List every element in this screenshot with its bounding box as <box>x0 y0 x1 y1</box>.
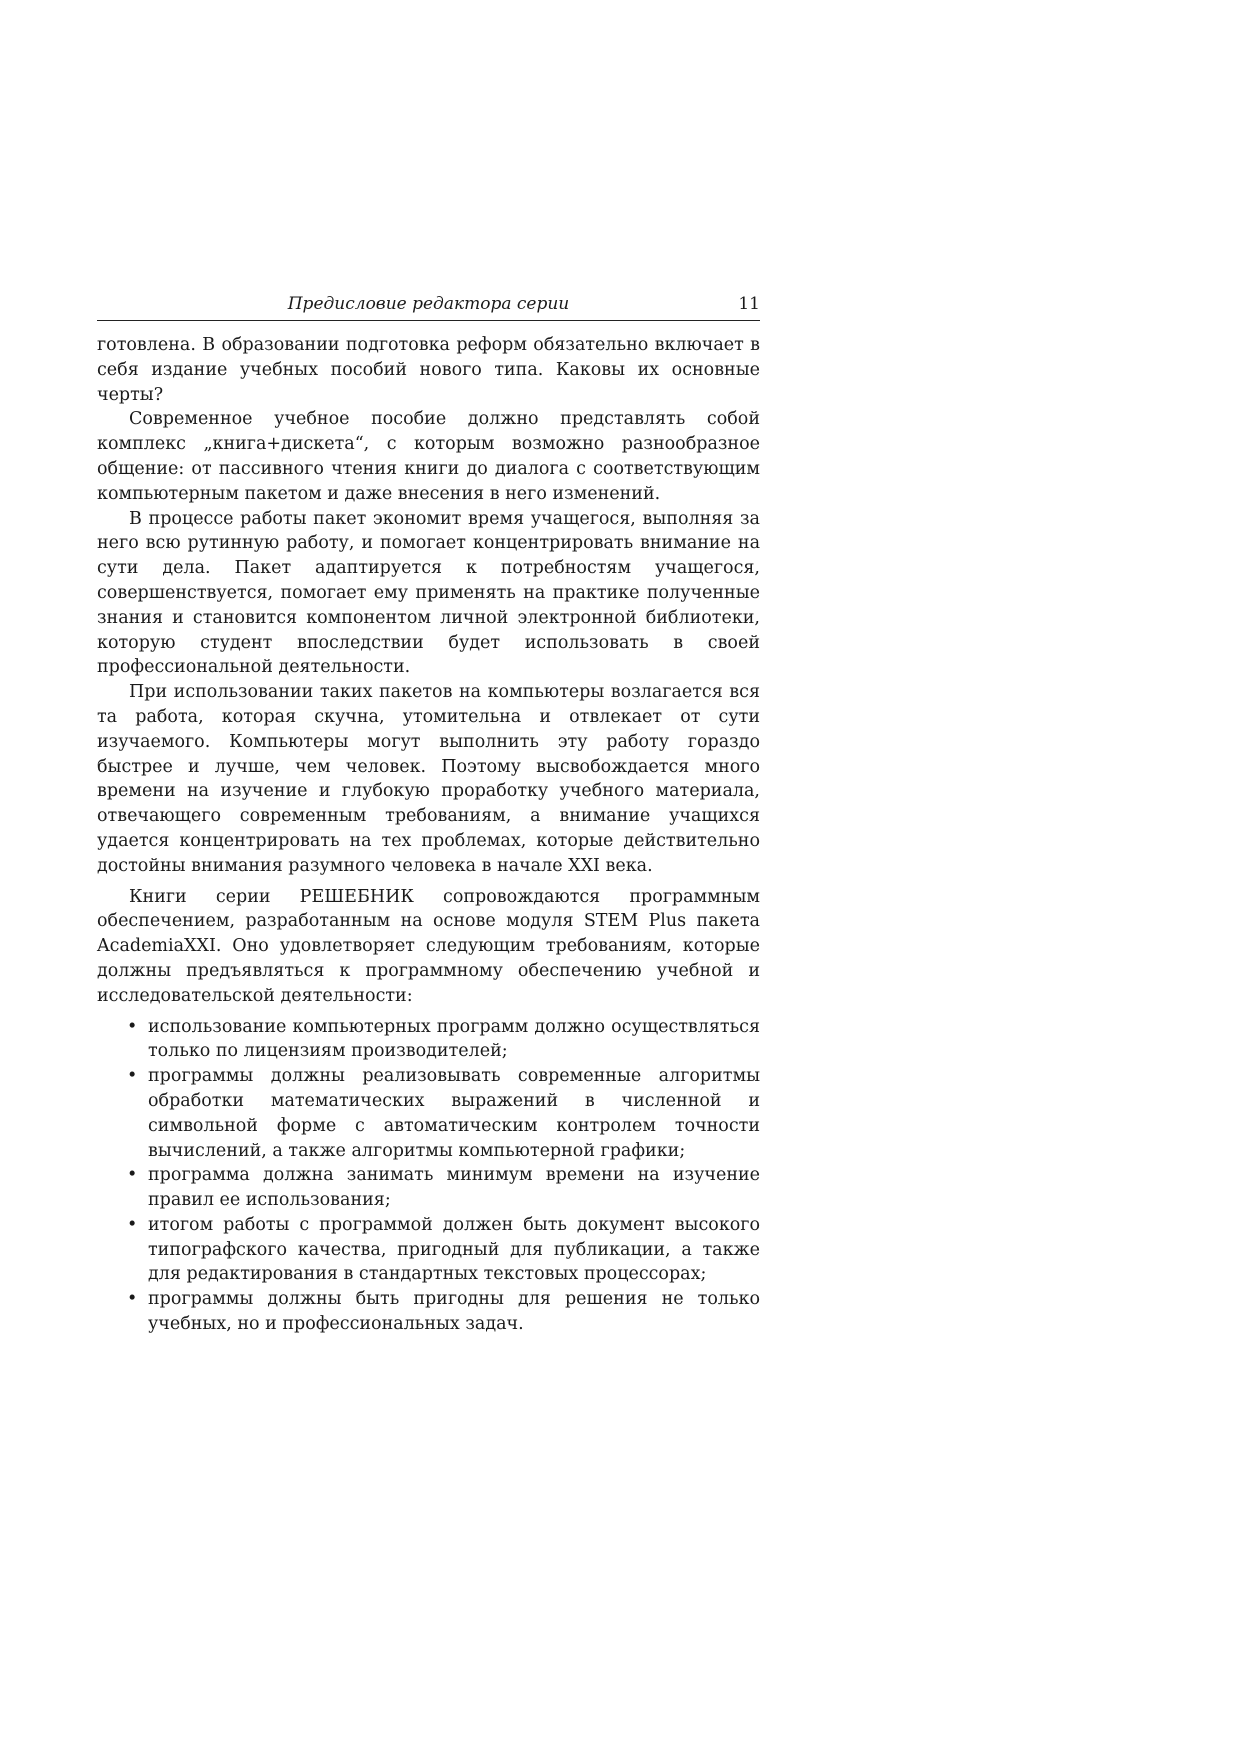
paragraph-4: При использовании таких пакетов на компьютеры возлагается вся та работа, которая скучна, утомительна и отвлекает от сути изучаемого. Компьютеры могут выполнить эту работу гораздо быстрее и лучше, чем человек. Поэтому высвобождается много времени на изучение и глубокую проработку учебного материала, отвечающего современным требованиям, а внимание учащихся удается концентрировать на тех проблемах, которые действительно достойны внимания разумного человека в начале XXI века. <box>97 682 760 876</box>
requirements-list <box>97 1015 760 1337</box>
paragraph-5: Книги серии РЕШЕБНИК сопровождаются программным обеспечением, разработанным на основе модуля STEM Plus пакета AcademiaXXI. Оно удовлетворяет следующим требованиям, которые должны предъявляться к программному обеспечению учебной и исследовательской деятельности: <box>97 886 760 1006</box>
list-item: • программа должна занимать минимум времени на изучение правил ее использования; <box>148 1163 760 1213</box>
paragraph-3: В процессе работы пакет экономит время учащегося, выполняя за него всю рутинную работу, и помогает концентрировать внимание на сути дела. Пакет адаптируется к потребностям учащегося, совершенствуется, помогает ему применять на практике полученные знания и становится компонентом личной электронной библиотеки, которую студент впоследствии будет использовать в своей профессиональной деятельности. <box>97 508 760 678</box>
body-text <box>97 333 760 1337</box>
list-item: • использование компьютерных программ должно осуществляться только по лицензиям производителей; <box>148 1015 760 1065</box>
paragraph-1: готовлена. В образовании подготовка реформ обязательно включает в себя издание учебных пособий нового типа. Каковы их основные черты? <box>97 335 760 405</box>
paragraph-2: Современное учебное пособие должно представлять собой комплекс „книга+дискета“, с которым возможно разнообразное общение: от пассивного чтения книги до диалога с соответствующим компьютерным пакетом и даже внесения в него изменений. <box>97 409 760 504</box>
list-item: • программы должны реализовывать современные алгоритмы обработки математических выражений в численной и символьной форме с автоматическим контролем точности вычислений, а также алгоритмы компьютерной графики; <box>148 1064 760 1163</box>
book-page <box>97 290 760 1337</box>
list-item: • программы должны быть пригодны для решения не только учебных, но и профессиональных задач. <box>148 1287 760 1337</box>
running-head <box>97 290 760 321</box>
list-item: • итогом работы с программой должен быть документ высокого типографского качества, пригодный для публикации, а также для редактирования в стандартных текстовых процессорах; <box>148 1213 760 1287</box>
page-number: 11 <box>738 294 760 314</box>
running-title: Предисловие редактора серии <box>287 294 570 314</box>
